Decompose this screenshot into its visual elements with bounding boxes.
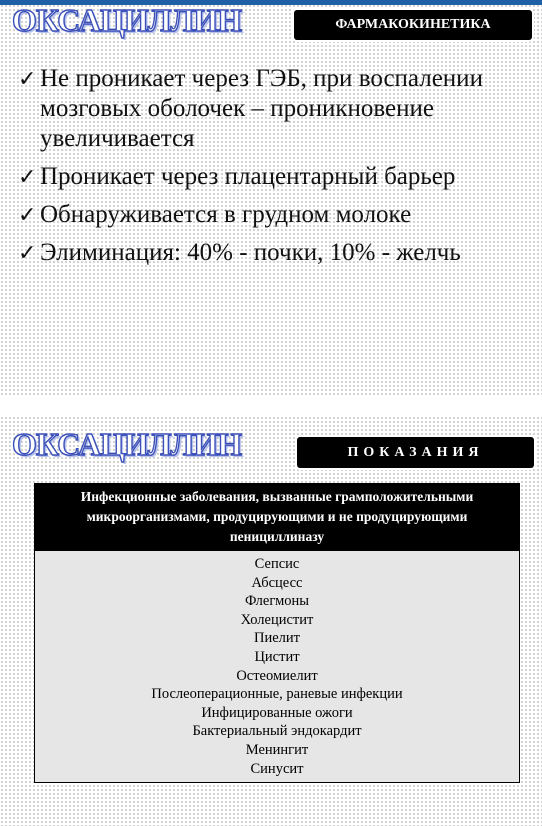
bullet-item <box>18 162 533 192</box>
check-icon: ✓ <box>18 164 37 189</box>
check-icon: ✓ <box>18 240 37 265</box>
bullet-item <box>18 238 533 268</box>
table-row: Синусит <box>250 760 304 777</box>
table-row: Абсцесс <box>251 574 303 591</box>
bullet-item <box>18 64 533 154</box>
slide-pharmacokinetics <box>0 0 542 395</box>
bullet-text: Элиминация: 40% - почки, 10% - желчь <box>40 239 461 266</box>
slide-indications <box>0 420 542 826</box>
bullet-text: Обнаруживается в грудном молоке <box>40 201 412 228</box>
check-icon: ✓ <box>18 202 37 227</box>
indications-list <box>35 551 519 782</box>
table-row: Сепсис <box>254 556 300 572</box>
indications-table <box>34 483 520 783</box>
bullet-list <box>18 64 533 276</box>
table-row: Бактериальный эндокардит <box>192 723 362 740</box>
table-row: Менингит <box>245 741 309 758</box>
bullet-text: Не проникает через ГЭБ, при воспалении мозговых оболочек – проникновение увеличивается <box>40 65 483 152</box>
table-row: Холецистит <box>240 611 314 628</box>
section-badge: ФАРМАКОКИНЕТИКА <box>294 10 532 40</box>
slide-divider <box>0 397 542 417</box>
drug-title: ОКСАЦИЛЛИН <box>12 426 242 462</box>
table-row: Флегмоны <box>244 593 310 610</box>
bullet-item <box>18 200 533 230</box>
table-row: Цистит <box>254 648 300 665</box>
table-row: Пиелит <box>254 630 300 647</box>
table-header: Инфекционные заболевания, вызванные грамположительными микроорганизмами, продуцирующими и не продуцирующими пенициллиназу <box>35 484 519 551</box>
table-row: Послеоперационные, раневые инфекции <box>151 686 403 703</box>
bullet-text: Проникает через плацентарный барьер <box>40 163 456 190</box>
check-icon: ✓ <box>18 66 37 91</box>
section-badge: ПОКАЗАНИЯ <box>297 437 534 468</box>
table-row: Инфицированные ожоги <box>201 704 353 721</box>
table-row: Остеомиелит <box>236 667 318 684</box>
drug-title: ОКСАЦИЛЛИН <box>12 2 242 38</box>
